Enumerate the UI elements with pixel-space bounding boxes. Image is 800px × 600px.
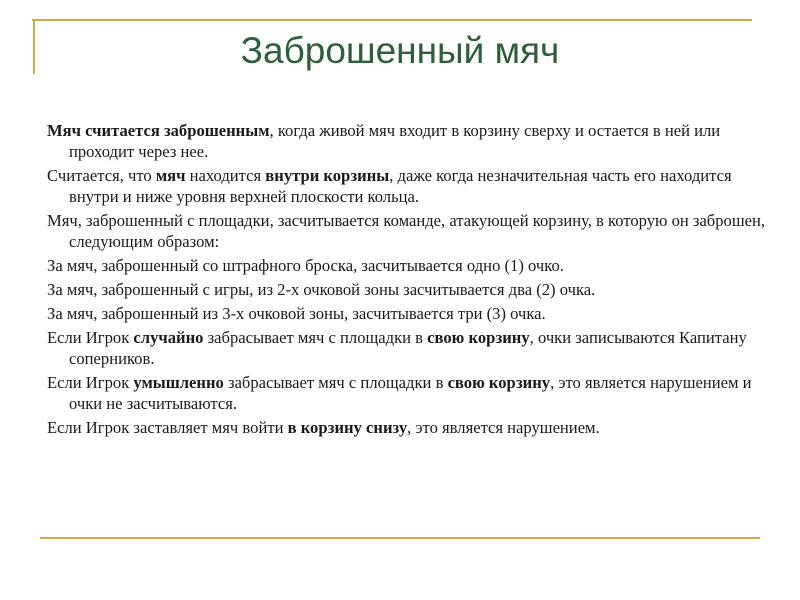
text-run: забрасывает мяч с площадки в [223, 373, 448, 392]
paragraph [47, 417, 767, 438]
text-run: , очки записываются Капитану соперников. [69, 328, 747, 368]
paragraph [47, 210, 767, 252]
bold-text: случайно [133, 328, 204, 347]
bottom-decorative-rule [40, 537, 760, 539]
bold-text: свою корзину [447, 373, 551, 392]
text-run: Мяч, заброшенный с площадки, засчитывается команде, атакующей корзину, в которую он заброшен, следующим образом: [47, 211, 766, 251]
bold-text: умышленно [133, 373, 224, 392]
top-decorative-rule [32, 19, 752, 21]
text-run: , это является нарушением и очки не засчитываются. [69, 373, 752, 413]
text-run: , это является нарушением. [407, 418, 600, 437]
slide-body [47, 120, 767, 441]
text-run: Считается, что [47, 166, 156, 185]
text-run: Если Игрок заставляет мяч войти [47, 418, 288, 437]
bold-text: в корзину снизу [287, 418, 408, 437]
text-run: За мяч, заброшенный с игры, из 2-х очковой зоны засчитывается два (2) очка. [47, 280, 596, 299]
text-run: находится [185, 166, 266, 185]
text-run: Если Игрок [47, 328, 134, 347]
paragraph [47, 372, 767, 414]
bold-text: свою корзину [427, 328, 530, 347]
bold-text: Мяч считается заброшенным [47, 121, 270, 140]
text-run: забрасывает мяч с площадки в [203, 328, 428, 347]
text-run: , когда живой мяч входит в корзину сверху и остается в ней или проходит через нее. [69, 121, 721, 161]
text-run: За мяч, заброшенный из 3-х очковой зоны, засчитывается три (3) очка. [47, 304, 546, 323]
text-run: , даже когда незначительная часть его находится внутри и ниже уровня верхней плоскости кольца. [69, 166, 732, 206]
paragraph [47, 255, 767, 276]
paragraph [47, 327, 767, 369]
bold-text: внутри корзины [265, 166, 390, 185]
bold-text: мяч [155, 166, 186, 185]
paragraph [47, 279, 767, 300]
paragraph [47, 303, 767, 324]
text-run: За мяч, заброшенный со штрафного броска, засчитывается одно (1) очко. [47, 256, 564, 275]
paragraph [47, 120, 767, 162]
text-run: Если Игрок [47, 373, 134, 392]
paragraph [47, 165, 767, 207]
slide-title: Заброшенный мяч [240, 30, 560, 71]
